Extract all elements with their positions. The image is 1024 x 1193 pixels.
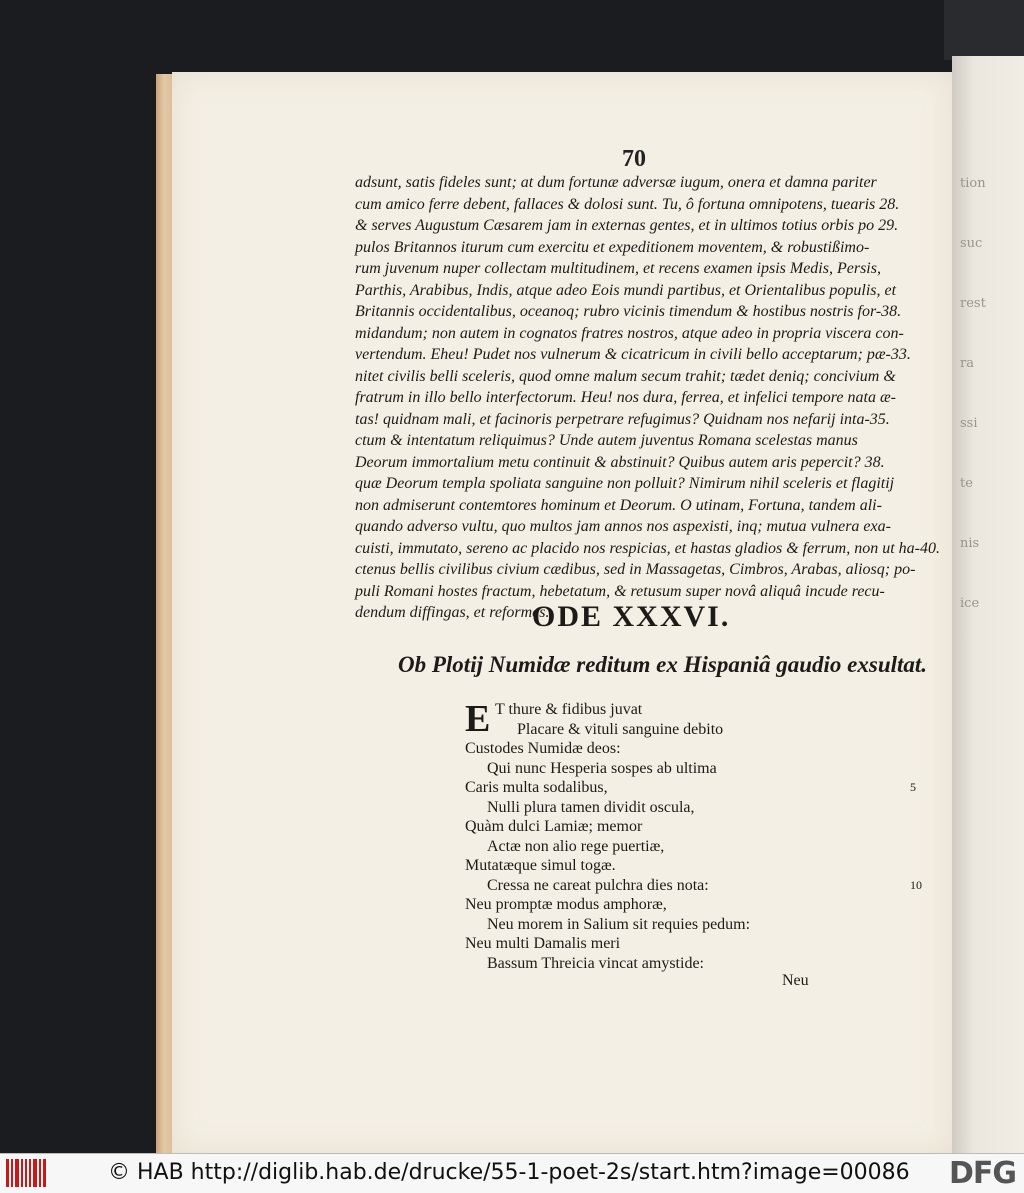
prose-line: ctenus bellis civilibus civium cædibus, sed in Massagetas, Cimbros, Arabas, aliosq; po- — [355, 561, 916, 578]
poem-line-text: Quàm dulci Lamiæ; memor — [465, 818, 643, 835]
prose-line: pulos Britannos iturum cum exercitu et expeditionem moventem, & robustißimo- — [355, 238, 870, 256]
poem-line-text: Placare & vituli sanguine debito — [517, 720, 724, 738]
poem-line — [465, 739, 945, 759]
prose-line: nitet civilis belli sceleris, quod omne malum secum trahit; tædet deniq; concivium & — [355, 367, 896, 385]
prose-line: & serves Augustum Cæsarem jam in externas gentes, et in ultimos totius orbis po 29. — [355, 217, 899, 234]
prose-line: Deorum immortalium metu continuit & abstinuit? Quibus autem aris pepercit? 38. — [355, 453, 885, 471]
poem-line — [465, 720, 945, 740]
prose-line: Parthis, Arabibus, Indis, atque adeo Eois mundi partibus, et Orientalibus populis, et — [355, 281, 897, 299]
next-page-edge — [952, 56, 1024, 1154]
poem-line-text: Mutatæque simul togæ. — [465, 857, 616, 874]
prose-line: quando adverso vultu, quo multos jam annos nos aspexisti, inq; mutua vulnera exa- — [355, 518, 891, 535]
poem-line — [465, 837, 945, 857]
page-number: 70 — [622, 146, 646, 172]
poem-line — [465, 778, 945, 798]
prose-line: cuisti, immutato, sereno ac placido nos respicias, et hastas gladios & ferrum, non ut ha-40. — [355, 539, 941, 557]
poem-line — [465, 817, 945, 837]
poem-line-text: Cressa ne careat pulchra dies nota: — [487, 876, 709, 894]
poem-line — [465, 876, 945, 896]
poem-line-text: T thure & fidibus juvat — [495, 701, 643, 718]
poem-line-text: Qui nunc Hesperia sospes ab ultima — [487, 759, 717, 777]
poem-line — [465, 856, 945, 876]
bleed-through-text: rest — [960, 296, 986, 311]
bleed-through-text: nis — [960, 536, 980, 551]
prose-line: vertendum. Eheu! Pudet nos vulnerum & cicatricum in civili bello acceptarum; pæ-33. — [355, 346, 911, 363]
copyright-url[interactable]: © HAB http://diglib.hab.de/drucke/55-1-poet-2s/start.htm?image=00086 — [108, 1160, 910, 1185]
library-logo-icon — [6, 1159, 46, 1187]
prose-line: rum juvenum nuper collectam multitudinem, et recens examen ipsis Medis, Persis, — [355, 260, 881, 277]
prose-line: Britannis occidentalibus, oceanoq; rubro vicinis timendum & hostibus nostris for-38. — [355, 303, 902, 320]
poem-line-text: Neu promptæ modus amphoræ, — [465, 896, 667, 913]
prose-line: ctum & intentatum reliquimus? Unde autem juventus Romana scelestas manus — [355, 432, 858, 449]
poem-line-text: Actæ non alio rege puertiæ, — [487, 837, 665, 855]
poem-line-text: Custodes Numidæ deos: — [465, 740, 621, 757]
prose-line: adsunt, satis fideles sunt; at dum fortunæ adversæ iugum, onera et damna pariter — [355, 174, 877, 191]
verse-number: 5 — [910, 780, 916, 794]
poem-line-text: Neu morem in Salium sit requies pedum: — [487, 915, 751, 933]
bleed-through-text: tion — [960, 176, 986, 191]
bleed-through-text: te — [960, 476, 973, 491]
poem-line — [465, 895, 945, 915]
prose-line: tas! quidnam mali, et facinoris perpetrare refugimus? Quidnam nos nefarij inta-35. — [355, 410, 890, 428]
poem-line-text: Caris multa sodalibus, — [465, 779, 608, 796]
bleed-through-text: suc — [960, 236, 983, 251]
poem-line — [465, 934, 945, 954]
ode-title: ODE XXXVI. — [532, 600, 731, 633]
poem — [465, 700, 945, 973]
prose-line: non admiserunt contemtores hominum et Deorum. O utinam, Fortuna, tandem ali- — [355, 496, 882, 514]
book-page — [172, 72, 952, 1154]
poem-line — [465, 759, 945, 779]
prose-line: puli Romani hostes fractum, hebetatum, & retusum super novâ aliquâ incude recu- — [355, 582, 885, 600]
commentary-prose — [355, 172, 945, 624]
ode-subtitle: Ob Plotij Numidæ reditum ex Hispaniâ gaudio exsultat. — [398, 652, 928, 677]
verse-number: 10 — [910, 877, 922, 892]
prose-line: quæ Deorum templa spoliata sanguine non polluit? Nimirum nihil sceleris et flagitij — [355, 475, 895, 492]
footer-bar — [0, 1153, 1024, 1193]
bleed-through-text: ra — [960, 356, 974, 371]
prose-line: fratrum in illo bello interfectorum. Heu! nos dura, ferrea, et infelici tempore nata æ- — [355, 389, 896, 406]
bleed-through-text: ssi — [960, 416, 978, 431]
dfg-logo: DFG — [948, 1156, 1016, 1191]
bleed-through-text: ice — [960, 596, 980, 611]
poem-line — [465, 954, 945, 974]
drop-cap: E — [465, 698, 491, 740]
prose-line: cum amico ferre debent, fallaces & dolosi sunt. Tu, ô fortuna omnipotens, tuearis 28. — [355, 195, 900, 213]
poem-line — [465, 798, 945, 818]
prose-line: midandum; non autem in cognatos fratres nostros, atque adeo in propria viscera con- — [355, 324, 904, 342]
prose-line: dendum diffingas, et reformes. — [355, 604, 550, 621]
catchword: Neu — [782, 972, 809, 989]
background-corner — [944, 0, 1024, 60]
poem-line-text: Neu multi Damalis meri — [465, 935, 621, 952]
poem-line — [465, 915, 945, 935]
poem-line-text: Nulli plura tamen dividit oscula, — [487, 798, 695, 816]
poem-line-text: Bassum Threicia vincat amystide: — [487, 954, 704, 972]
